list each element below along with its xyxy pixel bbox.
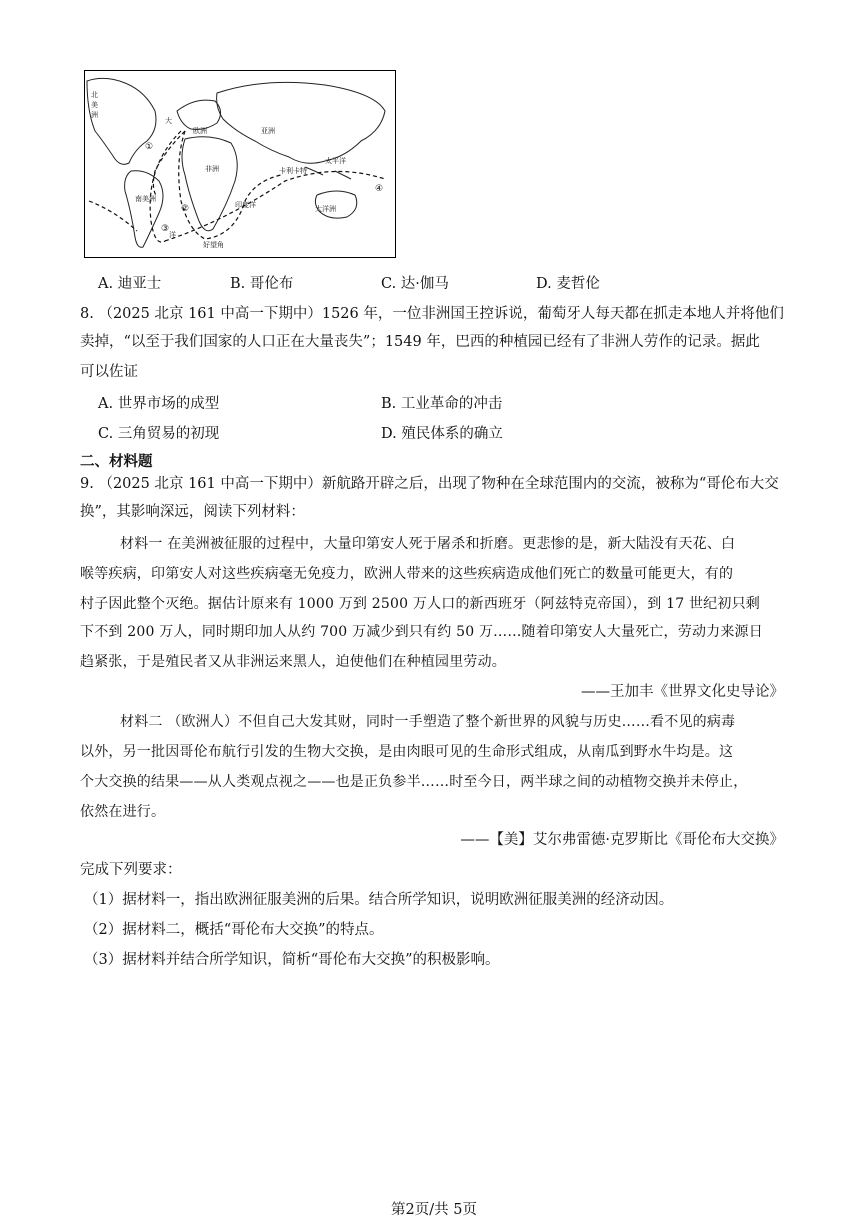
q8-stem-line-1: 8. （2025 北京 161 中高一下期中）1526 年，一位非洲国王控诉说，葡萄牙人每天都在抓走本地人并将他们 xyxy=(80,306,784,322)
route-marker-4: ④ xyxy=(375,184,384,194)
q8-option-a[interactable]: A. 世界市场的成型 xyxy=(98,396,220,412)
q8-stem-line-2: 卖掉，“以至于我们国家的人口正在大量丧失”；1549 年，巴西的种植园已经有了非洲人劳作的记录。据此 xyxy=(80,334,760,350)
map-label-south-america: 南美洲 xyxy=(135,195,156,203)
q7-option-c[interactable]: C. 达·伽马 xyxy=(381,276,449,292)
q8-stem-line-3: 可以佐证 xyxy=(80,364,138,380)
material1-line-3: 村子因此整个灭绝。据估计原来有 1000 万到 2500 万人口的新西班牙（阿兹特克帝国），到 17 世纪初只剩 xyxy=(80,596,760,612)
map-label-asia: 亚洲 xyxy=(261,127,275,135)
map-label-da: 大 xyxy=(165,117,172,125)
map-label-europe: 欧洲 xyxy=(193,127,207,135)
material1-line-5: 趋紧张，于是殖民者又从非洲运来黑人，迫使他们在种植园里劳动。 xyxy=(80,654,506,670)
map-label-calicut: 卡利卡特 xyxy=(279,167,307,175)
material2-line-2: 以外，另一批因哥伦布航行引发的生物大交换，是由肉眼可见的生命形式组成，从南瓜到野水牛均是。这 xyxy=(80,744,734,760)
q8-option-d[interactable]: D. 殖民体系的确立 xyxy=(381,426,503,442)
map-label-america2: 洲 xyxy=(91,111,98,119)
map-label-north: 北 xyxy=(91,91,98,99)
map-label-cape: 好望角 xyxy=(203,241,224,249)
material1-source: ——王加丰《世界文化史导论》 xyxy=(581,684,784,700)
route-marker-3: ③ xyxy=(161,224,170,234)
q9-task-1: （1）据材料一，指出欧洲征服美洲的后果。结合所学知识，说明欧洲征服美洲的经济动因。 xyxy=(84,892,674,908)
q9-stem-line-2: 换”，其影响深远，阅读下列材料： xyxy=(80,504,305,520)
q7-option-b[interactable]: B. 哥伦布 xyxy=(230,276,294,292)
material2-line-1: 材料二 （欧洲人）不但自己大发其财，同时一手塑造了整个新世界的风貌与历史……看不见的病毒 xyxy=(120,714,736,730)
map-label-indian: 印度洋 xyxy=(235,201,256,209)
q9-stem-line-1: 9. （2025 北京 161 中高一下期中）新航路开辟之后，出现了物种在全球范围内的交流，被称为“哥伦布大交 xyxy=(80,476,779,492)
material1-line-1: 材料一 在美洲被征服的过程中，大量印第安人死于屠杀和折磨。更悲惨的是，新大陆没有天花、白 xyxy=(120,536,736,552)
q7-option-a[interactable]: A. 迪亚士 xyxy=(98,276,162,292)
map-label-ocean: 洋 xyxy=(169,231,176,239)
route-marker-2: ② xyxy=(181,204,190,214)
material2-line-4: 依然在进行。 xyxy=(80,804,166,820)
material1-line-2: 喉等疾病，印第安人对这些疾病毫无免疫力，欧洲人带来的这些疾病造成他们死亡的数量可能更大，有的 xyxy=(80,566,734,582)
q7-option-d[interactable]: D. 麦哲伦 xyxy=(536,276,600,292)
route-marker-1: ① xyxy=(145,142,154,152)
q8-option-c[interactable]: C. 三角贸易的初现 xyxy=(98,426,220,442)
map-label-africa: 非洲 xyxy=(205,165,219,173)
q8-option-b[interactable]: B. 工业革命的冲击 xyxy=(381,396,503,412)
q9-task-3: （3）据材料并结合所学知识，简析“哥伦布大交换”的积极影响。 xyxy=(84,952,500,968)
material1-line-4: 下不到 200 万人，同时期印加人从约 700 万减少到只有约 50 万……随着印第安人大量死亡，劳动力来源日 xyxy=(80,624,763,640)
material2-source: ——【美】艾尔弗雷德·克罗斯比《哥伦布大交换》 xyxy=(460,832,784,848)
section-title: 二、材料题 xyxy=(80,453,153,470)
world-map-figure xyxy=(84,70,396,258)
page-footer: 第2页/共 5页 xyxy=(391,1202,477,1218)
map-label-america1: 美 xyxy=(91,101,98,109)
exploration-routes-map xyxy=(85,71,395,257)
map-label-pacific: 太平洋 xyxy=(325,157,346,165)
q9-instruction: 完成下列要求： xyxy=(80,862,182,878)
material2-line-3: 个大交换的结果——从人类观点视之——也是正负参半……时至今日，两半球之间的动植物交换并未停止， xyxy=(80,774,748,790)
map-label-atlantic: 大洋洲 xyxy=(315,205,336,213)
q9-task-2: （2）据材料二，概括“哥伦布大交换”的特点。 xyxy=(84,922,384,938)
